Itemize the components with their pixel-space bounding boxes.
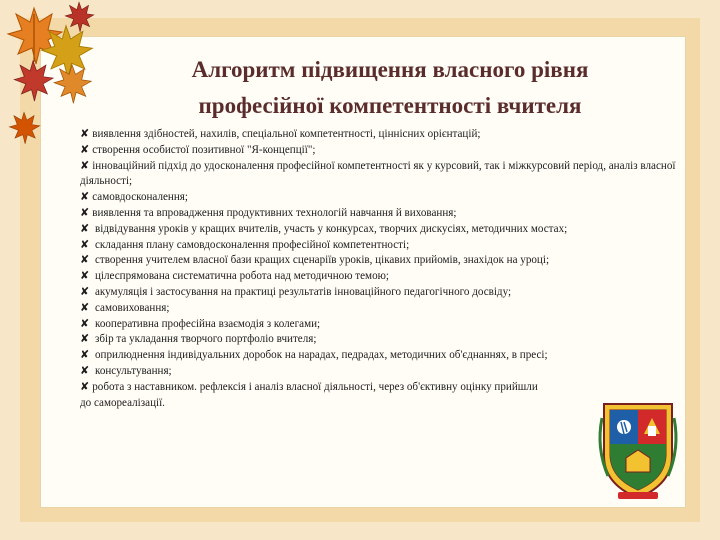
list-item: ✘ відвідування уроків у кращих вчителів, участь у конкурсах, творчих дискусіях, методичних мостах; — [80, 222, 568, 235]
list-item: ✘ оприлюднення індивідуальних доробок на нарадах, педрадах, методичних об'єднаннях, в пресі; — [80, 349, 548, 362]
coat-of-arms-icon — [594, 398, 682, 502]
cross-mark-icon: ✘ — [80, 285, 90, 298]
cross-mark-icon: ✘ — [80, 349, 90, 362]
list-item: ✘ акумуляція і застосування на практиці результатів інноваційного педагогічного досвіду; — [80, 285, 512, 298]
autumn-leaf-icon — [50, 62, 94, 106]
list-item: ✘ виявлення здібностей, нахилів, спеціальної компетентності, ціннісних орієнтацій; — [80, 128, 481, 140]
list-item: ✘ цілеспрямована систематична робота над методичною темою; — [80, 270, 389, 283]
list-item: ✘ виявлення та впровадження продуктивних технологій навчання й виховання; — [80, 206, 457, 219]
cross-mark-icon: ✘ — [80, 143, 90, 156]
algorithm-list — [80, 127, 680, 411]
cross-mark-icon: ✘ — [80, 380, 90, 393]
autumn-leaf-icon — [62, 0, 96, 34]
cross-mark-icon: ✘ — [80, 222, 90, 235]
cross-mark-icon: ✘ — [80, 270, 90, 283]
cross-mark-icon: ✘ — [80, 317, 90, 330]
list-item: ✘ інноваційний підхід до удосконалення професійної компетентності як у курсовий, так і міжкурсовий період, аналіз власної діяльності; — [80, 159, 676, 188]
cross-mark-icon: ✘ — [80, 191, 90, 204]
title-line-1: Алгоритм підвищення власного рівня — [191, 57, 589, 82]
cross-mark-icon: ✘ — [80, 128, 90, 140]
cross-mark-icon: ✘ — [80, 159, 90, 172]
list-item: ✘ робота з наставником. рефлексія і аналіз власної діяльності, через об'єктивну оцінку прийшли до самореалізації. — [80, 380, 538, 409]
cross-mark-icon: ✘ — [80, 301, 90, 314]
cross-mark-icon: ✘ — [80, 364, 90, 377]
list-item: ✘ збір та укладання творчого портфоліо вчителя; — [80, 333, 317, 346]
list-item: ✘ консультування; — [80, 364, 172, 377]
title-line-2: професійної компетентності вчителя — [198, 93, 582, 118]
list-item: ✘ створення особистої позитивної "Я-концепції"; — [80, 143, 316, 156]
list-item: ✘ складання плану самовдосконалення професійної компетентності; — [80, 238, 410, 251]
list-item: ✘ самовдосконалення; — [80, 191, 188, 204]
autumn-leaf-icon — [6, 110, 42, 146]
list-item: ✘ створення учителем власної бази кращих сценаріїв уроків, цікавих прийомів, знахідок на уроці; — [80, 254, 550, 267]
list-item: ✘ самовиховання; — [80, 301, 170, 314]
list-item: ✘ кооперативна професійна взаємодія з колегами; — [80, 317, 321, 330]
cross-mark-icon: ✘ — [80, 254, 90, 267]
cross-mark-icon: ✘ — [80, 206, 90, 219]
cross-mark-icon: ✘ — [80, 238, 90, 251]
cross-mark-icon: ✘ — [80, 333, 90, 346]
slide-title — [110, 52, 670, 124]
